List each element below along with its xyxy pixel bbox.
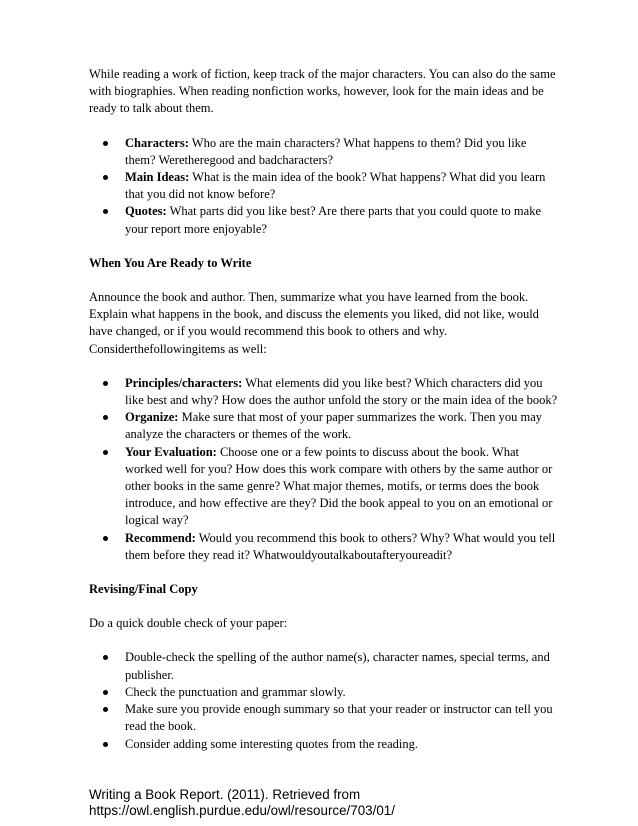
revise-list	[89, 649, 559, 752]
list-item	[89, 169, 559, 203]
item-term: Organize:	[125, 410, 179, 425]
list-item	[89, 701, 559, 735]
bullet-icon	[103, 450, 108, 455]
item-text: Double-check the spelling of the author name(s), character names, special terms, and publisher.	[125, 650, 550, 682]
item-term: Characters:	[125, 135, 189, 150]
write-paragraph: Announce the book and author. Then, summarize what you have learned from the book. Explain what happens in the book, and discuss the elements you liked, did not like, would have changed, or if you would recommend this book to others and why. Considerthefollowingitems as well:	[89, 290, 539, 356]
item-text: Choose one or a few points to discuss about the book. What worked well for you? How does this work compare with others by the same author or other books in the same genre? What major themes, motifs, or terms does the book introduce, and how effective are they? Did the book appeal to you on an emotional or logical way?	[125, 444, 553, 528]
item-text: Would you recommend this book to others? Why? What would you tell them before they read it? Whatwouldyoutalkaboutafteryoureadit?	[125, 530, 556, 562]
item-term: Main Ideas:	[125, 170, 190, 185]
list-item	[89, 375, 559, 409]
list-item	[89, 530, 559, 564]
item-text: Consider adding some interesting quotes from the reading.	[125, 736, 418, 751]
bullet-icon	[103, 141, 108, 146]
item-term: Recommend:	[125, 530, 196, 545]
citation-url[interactable]: https://owl.english.purdue.edu/owl/resource/703/01/	[89, 803, 395, 819]
item-term: Principles/characters:	[125, 375, 243, 390]
section-heading-revise: Revising/Final Copy	[89, 582, 198, 597]
bullet-icon	[103, 742, 108, 747]
list-item	[89, 649, 559, 683]
intro-paragraph: While reading a work of fiction, keep track of the major characters. You can also do the same with biographies. When reading nonfiction works, however, look for the main ideas and be ready to talk about them.	[89, 67, 556, 116]
bullet-icon	[103, 655, 108, 660]
list-item	[89, 135, 559, 169]
item-text: Make sure you provide enough summary so that your reader or instructor can tell you read the book.	[125, 702, 553, 734]
bullet-icon	[103, 690, 108, 695]
bullet-icon	[103, 381, 108, 386]
revise-paragraph: Do a quick double check of your paper:	[89, 616, 288, 631]
list-item	[89, 684, 559, 701]
document-page	[89, 66, 559, 820]
item-text: What elements did you like best? Which characters did you like best and why? How does the author unfold the story or the main idea of the book?	[125, 375, 558, 408]
bullet-icon	[103, 536, 108, 541]
list-item	[89, 736, 559, 753]
item-term: Quotes:	[125, 204, 167, 219]
citation-line-1: Writing a Book Report. (2011). Retrieved from	[89, 786, 361, 802]
bullet-icon	[103, 415, 108, 420]
list-item	[89, 444, 559, 530]
list-item	[89, 203, 559, 237]
bullet-icon	[103, 209, 108, 214]
write-list	[89, 375, 559, 564]
section-heading-write: When You Are Ready to Write	[89, 255, 252, 270]
item-text: What is the main idea of the book? What happens? What did you learn that you did not know before?	[125, 170, 546, 202]
bullet-icon	[103, 175, 108, 180]
reading-list	[89, 135, 559, 238]
item-text: Who are the main characters? What happens to them? Did you like them? Weretheregood and badcharacters?	[125, 135, 527, 167]
item-text: Check the punctuation and grammar slowly.	[125, 684, 346, 699]
item-term: Your Evaluation:	[125, 444, 217, 459]
list-item	[89, 409, 559, 443]
item-text: What parts did you like best? Are there parts that you could quote to make your report more enjoyable?	[125, 204, 541, 236]
bullet-icon	[103, 707, 108, 712]
item-text: Make sure that most of your paper summarizes the work. Then you may analyze the characters or themes of the work.	[125, 410, 543, 442]
